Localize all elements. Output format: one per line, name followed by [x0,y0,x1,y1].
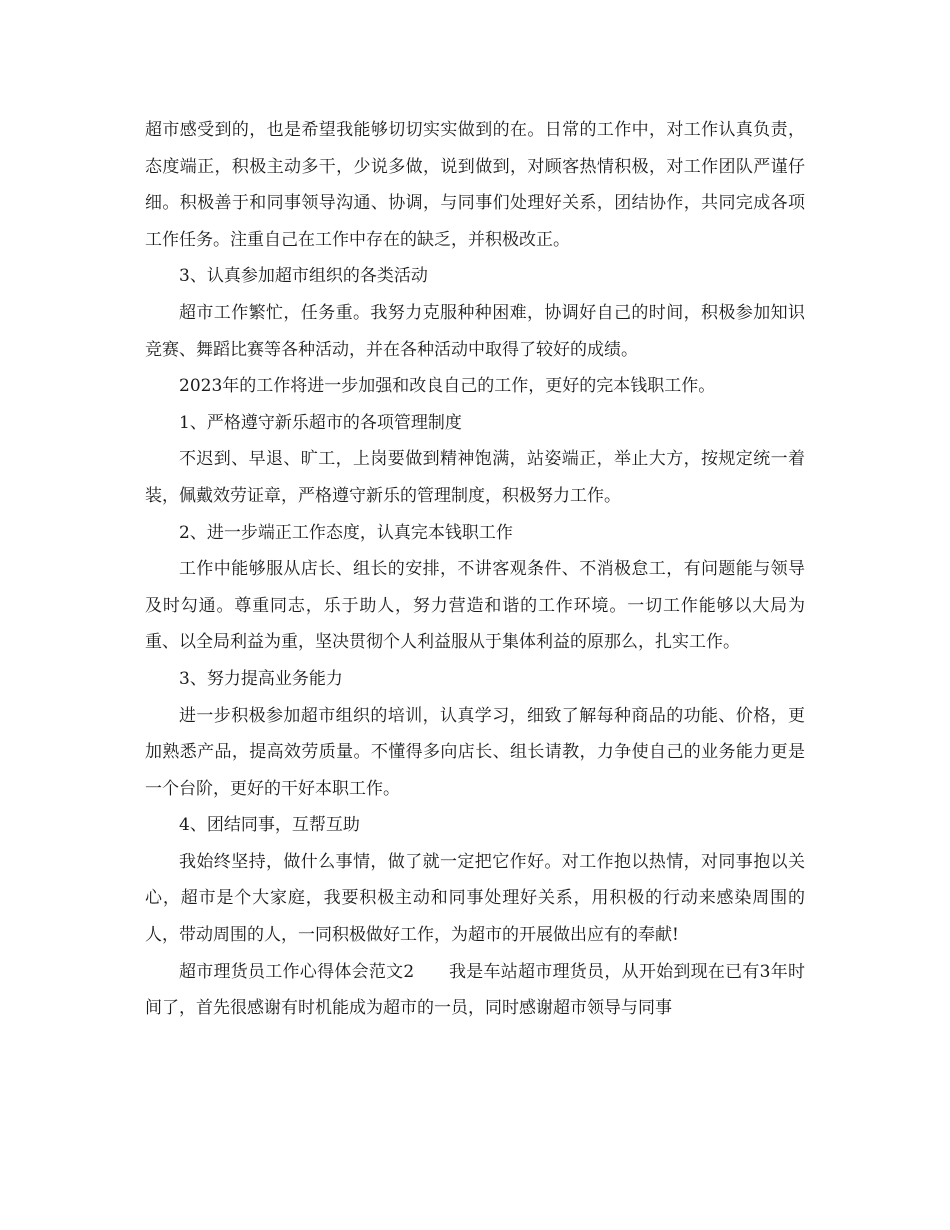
paragraph-activities: 超市工作繁忙，任务重。我努力克服种种困难，协调好自己的时间，积极参加知识竞赛、舞蹈比赛等各种活动，并在各种活动中取得了较好的成绩。 [145,302,805,360]
paragraph-attitude: 工作中能够服从店长、组长的安排，不讲客观条件、不消极怠工，有问题能与领导及时勾通。尊重同志，乐于助人，努力营造和谐的工作环境。一切工作能够以大局为重、以全局利益为重，坚决贯彻个人利益服从于集体利益的原那么，扎实工作。 [145,559,805,653]
paragraph-intro: 超市感受到的，也是希望我能够切切实实做到的在。日常的工作中，对工作认真负责，态度端正，积极主动多干，少说多做，说到做到，对顾客热情积极，对工作团队严谨仔细。积极善于和同事领导沟通、协调，与同事们处理好关系，团结协作，共同完成各项工作任务。注重自己在工作中存在的缺乏，并积极改正。 [145,120,805,250]
heading-activities: 3、认真参加超市组织的各类活动 [179,266,428,287]
document-page [145,112,805,1027]
paragraph-teamwork: 我始终坚持，做什么事情，做了就一定把它作好。对工作抱以热情，对同事抱以关心，超市是个大家庭，我要积极主动和同事处理好关系，用积极的行动来感染周围的人，带动周围的人，一同积极做好工作，为超市的开展做出应有的奉献! [145,851,805,946]
heading-rules: 1、严格遵守新乐超市的各项管理制度 [179,412,462,433]
heading-teamwork: 4、团结同事，互帮互助 [179,815,360,836]
heading-skills: 3、努力提高业务能力 [179,668,343,689]
paragraph-plan-2023: 2023年的工作将进一步加强和改良自己的工作，更好的完本钱职工作。 [179,376,716,397]
heading-attitude: 2、进一步端正工作态度，认真完本钱职工作 [179,522,513,543]
paragraph-skills: 进一步积极参加超市组织的培训，认真学习，细致了解每种商品的功能、价格，更加熟悉产品，提高效劳质量。不懂得多向店长、组长请教，力争使自己的业务能力更是一个台阶，更好的干好本职工作。 [145,705,805,799]
paragraph-rules: 不迟到、早退、旷工，上岗要做到精神饱满，站姿端正，举止大方，按规定统一着装，佩戴效劳证章，严格遵守新乐的管理制度，积极努力工作。 [145,449,805,506]
paragraph-sample-2: 超市理货员工作心得体会范文2 我是车站超市理货员，从开始到现在已有3年时间了，首先很感谢有时机能成为超市的一员，同时感谢超市领导与同事 [145,961,805,1019]
